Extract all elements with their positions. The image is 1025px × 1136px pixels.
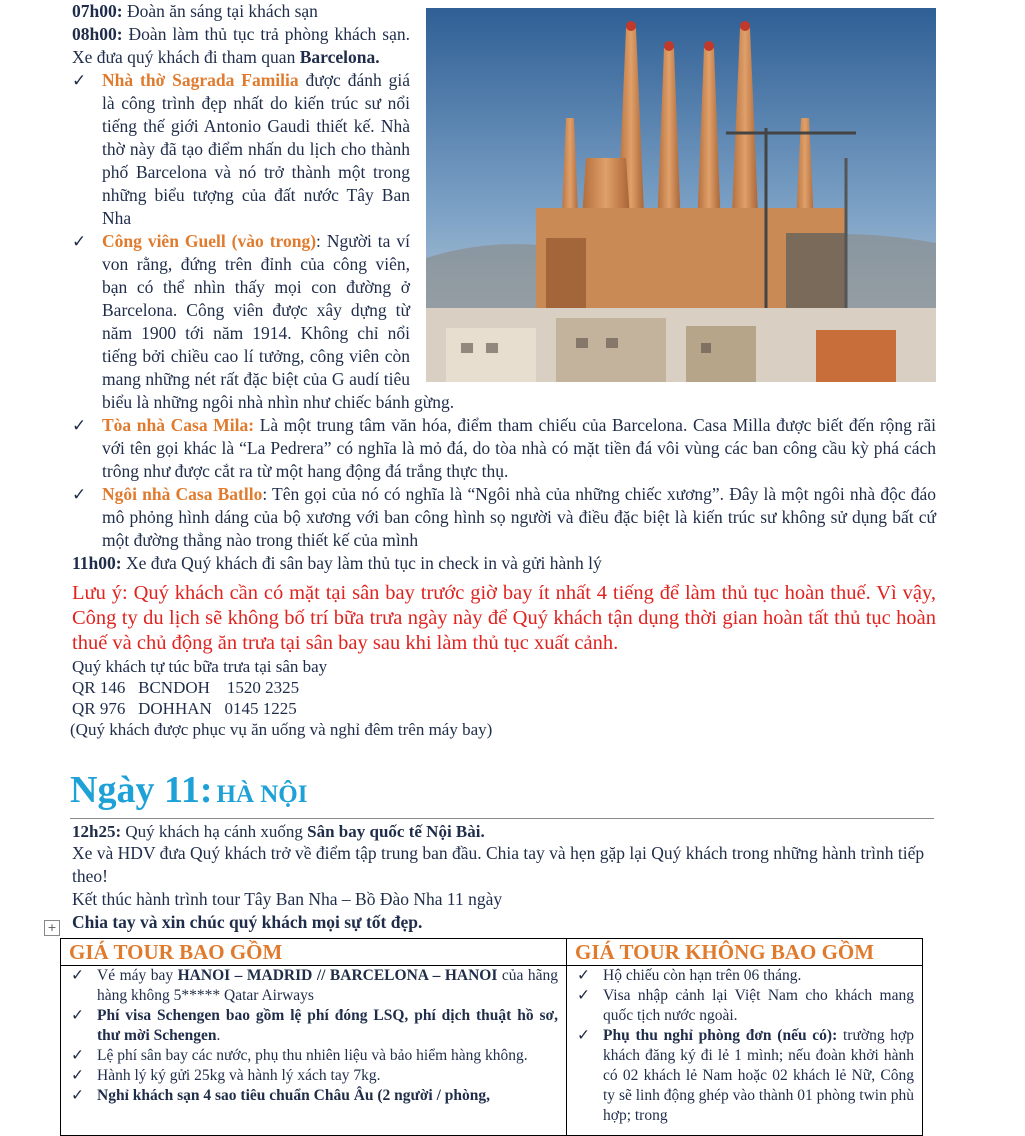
check-icon: ✓ [71,1087,84,1104]
attraction-text: : Tên gọi của nó có nghĩa là “Ngôi nhà của những chiếc xương”. Đây là một ngôi nhà độc đáo mô phỏng hình dáng của bộ xương với ban công hình sọ người và điều đặc biệt là kiến trúc sư không sử dụng bất cứ một đường thẳng nào trong thiết kế của mình [102,484,937,550]
day-city: HÀ NỘI [216,781,308,808]
check-icon: ✓ [577,967,590,984]
item-text: Visa nhập cảnh lại Việt Nam cho khách mang quốc tịch nước ngoài. [603,987,914,1024]
item-text: của hãng hàng không 5***** Qatar Airways [97,967,558,1004]
table-move-handle-icon[interactable]: + [44,920,60,936]
time-label: 11h00: [72,553,122,573]
item-text: Hành lý ký gửi 25kg và hành lý xách tay 7kg. [97,1067,381,1084]
attraction-item [72,414,936,483]
included-cell [61,966,567,1136]
airport-name: Sân bay quốc tế Nội Bài. [307,822,485,841]
price-table [60,938,923,1136]
item-text: Hộ chiếu còn hạn trên 06 tháng. [603,967,802,984]
attraction-title: Công viên Guell (vào trong) [102,231,317,251]
excluded-cell [567,966,923,1136]
check-icon: ✓ [72,485,87,504]
item-text: trường hợp khách đăng ký đi lẻ 1 mình; nếu đoàn khởi hành có 02 khách lẻ Nam hoặc 02 khách lẻ Nữ, Công ty sẽ linh động ghép vào thành 01 phòng twin phù hợp; trong [603,1027,915,1124]
time-1100 [72,552,936,575]
item-text: Phí visa Schengen bao gồm lệ phí đóng LSQ, phí dịch thuật hồ sơ, thư mời Schengen [97,1007,558,1044]
check-icon: ✓ [71,1067,84,1084]
attraction-text: Là một trung tâm văn hóa, điểm tham chiếu của Barcelona. Casa Milla được biết đến rộng rãi với tên gọi khác là “La Pedrera” có nghĩa là mỏ đá, do tòa nhà có mặt tiền đá vôi vùng các ban công cầu kỳ phá cách trông như được cắt ra từ một hang động đá trắng thực thụ. [102,415,937,481]
onboard-note: (Quý khách được phục vụ ăn uống và nghỉ đêm trên máy bay) [70,720,493,739]
time-1225 [72,821,936,842]
attraction-item [72,69,936,230]
item-text: . [216,1027,221,1044]
check-icon: ✓ [71,1007,84,1024]
time-text: Đoàn làm thủ tục trả phòng khách sạn. Xe đưa quý khách đi tham quan [72,24,410,67]
flight-line: QR 146 BCNDOH 1520 2325 [72,678,300,697]
included-item [69,966,558,1006]
included-item [69,1086,558,1106]
itinerary-top [72,0,936,740]
refund-note: Lưu ý: Quý khách cần có mặt tại sân bay trước giờ bay ít nhất 4 tiếng để làm thủ tục hoàn thuế. Vì vậy, Công ty du lịch sẽ không bố trí bữa trưa ngày này để Quý khách tận dụng thời gian hoàn tất thủ tục hoàn thuế và chủ động ăn trưa tại sân bay sau khi làm thủ tục xuất cảnh. [72,582,936,654]
attraction-title: Ngôi nhà Casa Batllo [102,484,263,504]
check-icon: ✓ [72,416,87,435]
lunch-note: Quý khách tự túc bữa trưa tại sân bay [72,657,328,676]
day-label: Ngày 11: [70,769,213,811]
attraction-text: : Người ta ví von rằng, đứng trên đỉnh của công viên, bạn có thể nhìn thấy mọi con đường ở Barcelona. Công viên được xây dựng từ năm 1900 tới năm 1914. Không chỉ nổi tiếng bởi chiều cao lí tưởng, công viên còn mang những nét rất đặc biệt của G audí tiêu biểu là những ngôi nhà nhìn như chiếc bánh gừng. [102,231,455,412]
check-icon: ✓ [72,232,87,251]
time-label: 07h00: [72,1,123,21]
time-label: 12h25: [72,822,122,841]
item-text: Phụ thu nghỉ phòng đơn (nếu có): [603,1027,838,1044]
included-item [69,1046,558,1066]
excluded-item [575,966,914,986]
attraction-title: Nhà thờ Sagrada Familia [102,70,299,90]
return-text: Xe và HDV đưa Quý khách trở về điểm tập trung ban đầu. Chia tay và hẹn gặp lại Quý khách trong những hành trình tiếp theo! [72,843,925,886]
included-header: GIÁ TOUR BAO GỒM [61,939,567,966]
route-text: HANOI – MADRID // BARCELONA – HANOI [177,967,498,984]
city-name: Barcelona. [299,47,380,67]
included-item [69,1006,558,1046]
check-icon: ✓ [71,1047,84,1064]
attraction-text: được đánh giá là công trình đẹp nhất do kiến trúc sư nổi tiếng thế giới Antonio Gaudi thiết kế. Nhà thờ này đã tạo điểm nhấn du lịch cho thành phố Barcelona và nó trở thành một trong những biểu tượng của đất nước Tây Ban Nha [102,70,410,228]
item-text: Lệ phí sân bay các nước, phụ thu nhiên liệu và bảo hiểm hàng không. [97,1047,528,1064]
item-text: Vé máy bay [97,967,178,984]
included-item [69,1066,558,1086]
check-icon: ✓ [577,1027,590,1044]
excluded-item [575,986,914,1026]
attraction-item [72,483,936,552]
day-11-content [72,821,936,934]
flight-line: QR 976 DOHHAN 0145 1225 [72,699,297,718]
tour-end-text: Kết thúc hành trình tour Tây Ban Nha – Bồ Đào Nha 11 ngày [72,889,503,909]
check-icon: ✓ [72,71,87,90]
item-text: Nghỉ khách sạn 4 sao tiêu chuẩn Châu Âu (2 người / phòng, [97,1087,491,1104]
time-text: Đoàn ăn sáng tại khách sạn [122,1,318,21]
excluded-header: GIÁ TOUR KHÔNG BAO GỒM [567,939,923,966]
day-heading [70,768,934,819]
time-text: Xe đưa Quý khách đi sân bay làm thủ tục in check in và gửi hành lý [121,553,602,573]
attraction-item [72,230,936,414]
farewell-text: Chia tay và xin chúc quý khách mọi sự tốt đẹp. [72,912,423,932]
check-icon: ✓ [71,967,84,984]
attraction-title: Tòa nhà Casa Mila: [102,415,255,435]
time-text: Quý khách hạ cánh xuống [121,822,308,841]
time-label: 08h00: [72,24,123,44]
check-icon: ✓ [577,987,590,1004]
excluded-item [575,1026,914,1126]
